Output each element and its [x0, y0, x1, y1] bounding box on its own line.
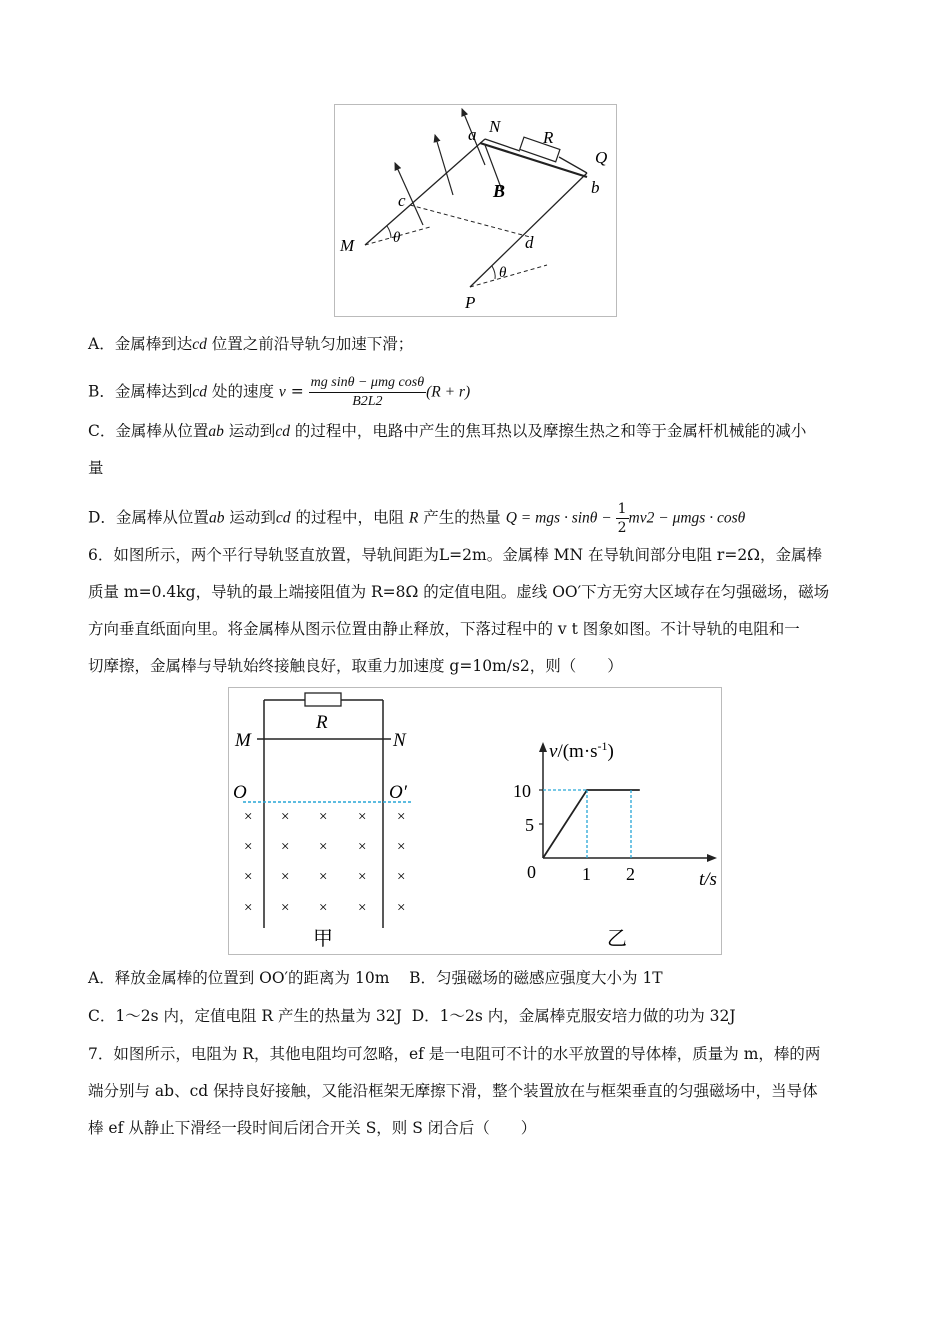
- label-N: N: [393, 730, 406, 751]
- line-cd: [410, 205, 530, 237]
- vertical-rails-diagram: [229, 688, 721, 954]
- q5-d-text2: 产生的热量: [418, 508, 506, 527]
- field-cross-0-3: ×: [358, 809, 367, 825]
- ytick-label-5: 5: [525, 815, 534, 835]
- q5-a-prefix: A．金属棒到达: [88, 335, 193, 353]
- ytick-label-10: 10: [513, 781, 531, 801]
- q5-b-var: cd: [192, 383, 208, 401]
- q5-d-half-den: 2: [617, 520, 627, 536]
- magnetic-field-crosses: [244, 809, 405, 916]
- figure-vertical-rails-and-vt: [228, 687, 722, 955]
- caption-yi: 乙: [607, 928, 627, 950]
- label-N: N: [489, 117, 501, 136]
- q5-option-c-cont: 量: [88, 459, 104, 477]
- xtick-label-1: 1: [582, 864, 591, 884]
- q6-line-1: 6．如图所示，两个平行导轨竖直放置，导轨间距为L=2m。金属棒 MN 在导轨间部分电阻 r=2Ω，金属棒: [88, 546, 823, 564]
- q5-d-formula-a: Q = mgs · sinθ −: [505, 509, 616, 527]
- q5-d-formula-b: mv2 − μmgs · cosθ: [628, 509, 746, 527]
- q6-option-c: C．1～2s 内，定值电阻 R 产生的热量为 32J: [88, 1007, 402, 1025]
- q5-c-var2: cd: [275, 423, 290, 440]
- field-cross-3-2: ×: [319, 900, 328, 916]
- q5-a-var: cd: [192, 336, 207, 353]
- label-B: B: [493, 181, 506, 201]
- label-R: R: [316, 712, 328, 733]
- field-cross-3-1: ×: [281, 900, 290, 916]
- q5-d-prefix: D．金属棒从位置: [88, 508, 209, 527]
- field-cross-0-2: ×: [319, 809, 328, 825]
- vt-chart: [513, 739, 717, 890]
- field-cross-1-2: ×: [319, 839, 328, 855]
- q5-d-var1: ab: [208, 509, 225, 527]
- label-O-prime: O′: [389, 782, 407, 803]
- figure-inclined-rails: [334, 104, 617, 317]
- q6-line-3: 方向垂直纸面向里。将金属棒从图示位置由静止释放，下落过程中的 v t 图象如图。不计导轨的电阻和一: [88, 620, 800, 638]
- label-R: R: [543, 128, 554, 147]
- label-theta-2: θ: [499, 265, 507, 281]
- label-O: O: [233, 782, 247, 803]
- q5-option-b: B．金属棒达到cd 处的速度 v = $\frac{\text{mg sinθ − μmg cosθ}}{B2L2}$ (R + r): [88, 375, 471, 409]
- q5-d-half: [616, 500, 629, 537]
- q6-option-b: B．匀强磁场的磁感应强度大小为 1T: [409, 969, 663, 987]
- xtick-label-2: 2: [626, 864, 635, 884]
- inclined-rails-diagram: [335, 105, 616, 316]
- q5-b-v: v: [278, 383, 286, 401]
- q7-line-1: 7．如图所示，电阻为 R，其他电阻均可忽略，ef 是一电阻可不计的水平放置的导体棒，质量为 m，棒的两: [88, 1045, 821, 1063]
- field-cross-2-0: ×: [244, 869, 253, 885]
- field-cross-1-1: ×: [281, 839, 290, 855]
- x-axis-arrow: [707, 854, 717, 862]
- x-axis-label: t/s: [699, 869, 717, 890]
- field-cross-3-4: ×: [397, 900, 406, 916]
- q6-stem: [88, 537, 873, 685]
- q7-line-2: 端分别与 ab、cd 保持良好接触，又能沿框架无摩擦下滑，整个装置放在与框架垂直的匀强磁场中，当导体: [88, 1082, 818, 1100]
- field-cross-1-4: ×: [397, 839, 406, 855]
- q7-stem: [88, 1036, 873, 1147]
- q7-line-3: 棒 ef 从静止下滑经一段时间后闭合开关 S，则 S 闭合后（ ）: [88, 1119, 537, 1137]
- label-theta-1: θ: [393, 230, 401, 246]
- label-M: M: [235, 730, 251, 751]
- rail-right: [470, 173, 587, 287]
- series-line-v: [543, 790, 640, 858]
- q5-option-a: [88, 334, 413, 355]
- q5-c-text1: 的过程中，电路中产生的焦耳热以及摩擦生热之和等于金属杆机械能的减小: [289, 422, 807, 440]
- q5-d-R: R: [408, 509, 419, 527]
- origin-label: 0: [527, 862, 536, 882]
- q5-d-half-num: 1: [617, 501, 627, 517]
- field-cross-3-0: ×: [244, 900, 253, 916]
- field-arrow-2: [435, 135, 453, 195]
- label-b: b: [591, 178, 600, 197]
- y-axis-arrow: [539, 742, 547, 752]
- field-cross-3-3: ×: [358, 900, 367, 916]
- field-cross-2-3: ×: [358, 869, 367, 885]
- field-cross-2-2: ×: [319, 869, 328, 885]
- label-c: c: [398, 191, 406, 210]
- label-Q: Q: [595, 148, 608, 167]
- q5-option-d: [88, 500, 745, 537]
- q6-line-4: 切摩擦，金属棒与导轨始终接触良好，取重力加速度 g=10m/s2，则（ ）: [88, 657, 623, 675]
- q5-option-c: [88, 421, 806, 442]
- q5-b-prefix: B．金属棒达到: [88, 382, 193, 401]
- q5-d-var2: cd: [275, 509, 291, 527]
- q6-options-row-1: [88, 968, 663, 988]
- q5-b-numerator: mg sinθ − μmg cosθ: [309, 374, 426, 393]
- y-axis-label: $v/(m\cdot s^{-1})$: [549, 739, 614, 762]
- field-cross-0-1: ×: [281, 809, 290, 825]
- q6-line-2: 质量 m=0.4kg，导轨的最上端接阻值为 R=8Ω 的定值电阻。虚线 OO′下方无穷大区域存在匀强磁场，磁场: [88, 583, 830, 601]
- q5-c-prefix: C．金属棒从位置: [88, 422, 209, 440]
- q5-c-var1: ab: [208, 423, 224, 440]
- label-d: d: [525, 233, 534, 252]
- q5-d-mid: 运动到: [224, 508, 276, 527]
- label-M: M: [340, 236, 355, 255]
- q5-c-mid: 运动到: [223, 422, 276, 440]
- q6-options-row-2: [88, 1006, 736, 1026]
- field-cross-0-4: ×: [397, 809, 406, 825]
- label-P: P: [465, 293, 476, 312]
- field-cross-0-0: ×: [244, 809, 253, 825]
- q6-option-a: A．释放金属棒的位置到 OO′的距离为 10m: [88, 969, 390, 987]
- caption-jia: 甲: [313, 928, 333, 950]
- q5-b-denominator: B2L2: [352, 394, 383, 409]
- rail-left: [365, 139, 485, 245]
- field-cross-2-4: ×: [397, 869, 406, 885]
- resistor-R: [305, 693, 341, 706]
- field-cross-1-3: ×: [358, 839, 367, 855]
- q5-b-mid: 处的速度: [207, 382, 279, 401]
- q5-d-text: 的过程中，电阻: [290, 508, 409, 527]
- q6-option-d: D．1～2s 内，金属棒克服安培力做的功为 32J: [411, 1007, 736, 1025]
- field-cross-2-1: ×: [281, 869, 290, 885]
- q5-a-suffix: 位置之前沿导轨匀加速下滑；: [206, 335, 414, 353]
- label-a: a: [468, 125, 477, 144]
- field-cross-1-0: ×: [244, 839, 253, 855]
- q5-b-tail: (R + r): [426, 383, 471, 401]
- q5-b-fraction: [309, 374, 426, 411]
